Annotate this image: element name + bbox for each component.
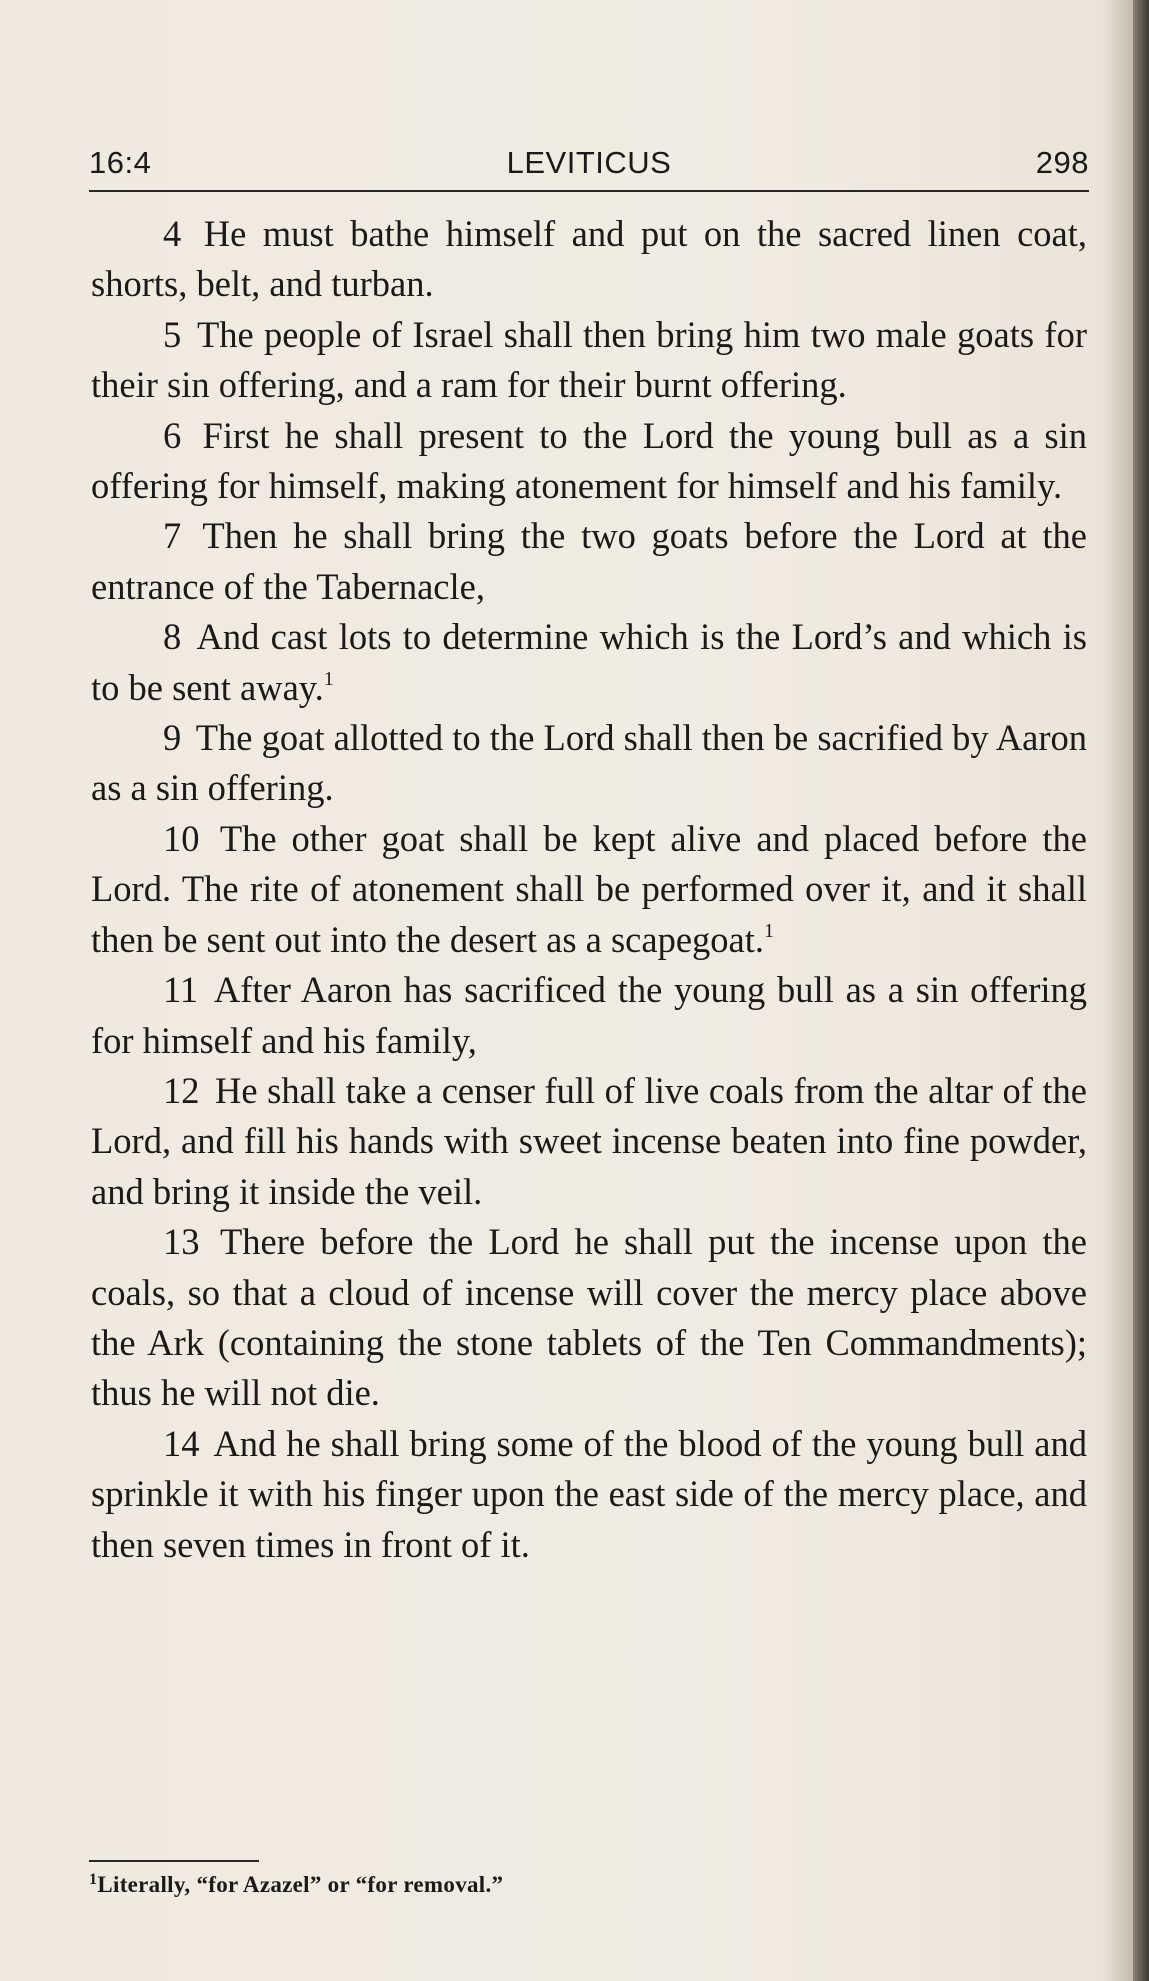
verse <box>91 209 1087 310</box>
header-rule <box>89 190 1089 192</box>
book-title: LEVITICUS <box>506 145 672 180</box>
verse <box>91 1419 1087 1570</box>
verse <box>91 814 1087 965</box>
verse-text: The other goat shall be kept alive and placed before the Lord. The rite of atonement shall be performed over it, and it shall then be sent out into the desert as a scapegoat. <box>91 817 1087 960</box>
verse <box>91 411 1087 512</box>
verse-text: Then he shall bring the two goats before the Lord at the entrance of the Tabernacle, <box>91 515 1087 607</box>
verse-number: 13 <box>163 1221 200 1263</box>
verse-text: The people of Israel shall then bring him two male goats for their sin offering, and a ram for their burnt offering. <box>91 313 1087 406</box>
verse-number: 10 <box>163 817 200 859</box>
verse-text: And he shall bring some of the blood of the young bull and sprinkle it with his finger upon the east side of the mercy place, and then seven times in front of it. <box>91 1422 1087 1565</box>
page-edge-shadow <box>1133 0 1149 1981</box>
footnote-marker: 1 <box>764 919 775 942</box>
verse-number: 11 <box>163 969 199 1011</box>
verse-text: He must bathe himself and put on the sacred linen coat, shorts, belt, and turban. <box>91 213 1087 305</box>
verse <box>91 1217 1087 1419</box>
verse <box>91 965 1087 1066</box>
verse-number: 8 <box>163 616 182 658</box>
verse-text: After Aaron has sacrificed the young bull as a sin offering for himself and his family, <box>91 969 1087 1061</box>
verse-number: 6 <box>163 414 182 456</box>
verse-number: 7 <box>163 515 182 557</box>
verse-number: 9 <box>163 717 182 759</box>
verse <box>91 612 1087 713</box>
verse-text: First he shall present to the Lord the young bull as a sin offering for himself, making atonement for himself and his family. <box>91 414 1088 507</box>
verse-text: And cast lots to determine which is the Lord’s and which is to be sent away. <box>91 616 1087 708</box>
page-number: 298 <box>1035 145 1089 180</box>
verse <box>91 310 1087 411</box>
verse-text: The goat allotted to the Lord shall then be sacrified by Aaron as a sin offering. <box>91 717 1088 809</box>
verse-number: 5 <box>163 313 182 355</box>
footnote-marker: 1 <box>89 1870 98 1888</box>
chapter-verse-reference: 16:4 <box>89 145 152 180</box>
verse-number: 12 <box>163 1069 200 1111</box>
verse-number: 14 <box>163 1422 200 1464</box>
running-header <box>89 145 1089 193</box>
footnote-rule <box>89 1860 259 1862</box>
footnote-text: Literally, “for Azazel” or “for removal.” <box>97 1872 504 1897</box>
verse-text: He shall take a censer full of live coals from the altar of the Lord, and fill his hands with sweet incense beaten into fine powder, and bring it inside the veil. <box>91 1069 1087 1212</box>
verse <box>91 1066 1087 1217</box>
scripture-text <box>91 209 1087 1570</box>
verse <box>91 511 1087 612</box>
verse-number: 4 <box>163 213 182 254</box>
footnote <box>89 1872 1089 1898</box>
verse <box>91 713 1087 814</box>
footnote-marker: 1 <box>323 667 334 690</box>
verse-text: There before the Lord he shall put the incense upon the coals, so that a cloud of incense will cover the mercy place above the Ark (containing the stone tablets of the Ten Commandments); thus he will not die. <box>91 1221 1088 1414</box>
